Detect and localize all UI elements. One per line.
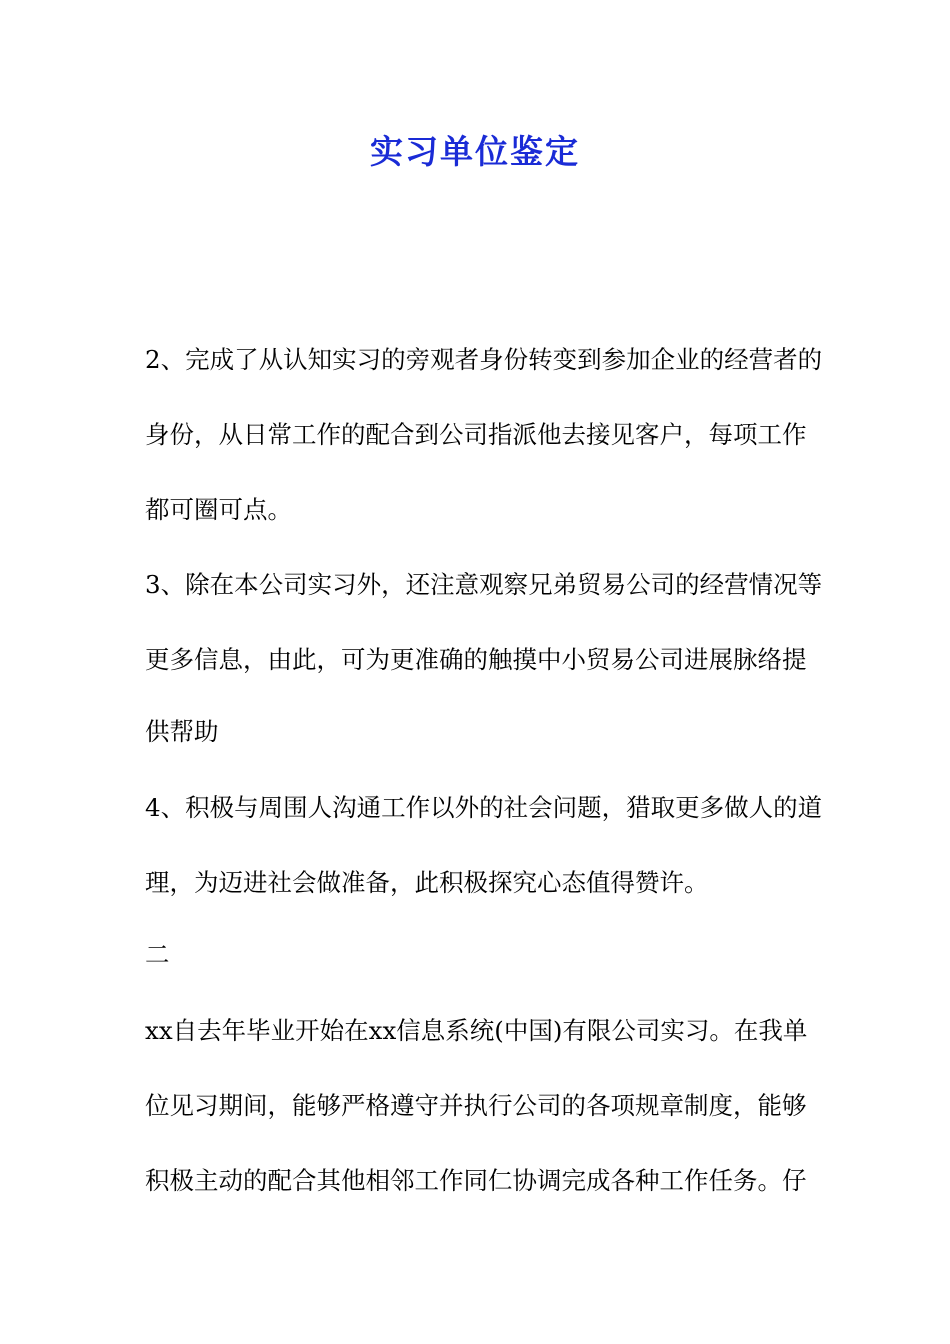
- body-line: 身份，从日常工作的配合到公司指派他去接见客户，每项工作: [145, 420, 807, 449]
- body-line: 供帮助: [145, 717, 219, 746]
- body-line: 位见习期间，能够严格遵守并执行公司的各项规章制度，能够: [145, 1091, 807, 1120]
- body-line: 理，为迈进社会做准备，此积极探究心态值得赞许。: [145, 868, 709, 897]
- body-line: 更多信息，由此，可为更准确的触摸中小贸易公司进展脉络提: [145, 645, 807, 674]
- body-line: 3、除在本公司实习外，还注意观察兄弟贸易公司的经营情况等: [145, 570, 823, 599]
- section-marker: 二: [145, 940, 170, 969]
- document-title: 实习单位鉴定: [370, 132, 580, 171]
- body-line: 2、完成了从认知实习的旁观者身份转变到参加企业的经营者的: [145, 345, 823, 374]
- body-line: 都可圈可点。: [145, 495, 292, 524]
- body-line: 积极主动的配合其他相邻工作同仁协调完成各种工作任务。仔: [145, 1166, 807, 1195]
- body-line: xx自去年毕业开始在xx信息系统(中国)有限公司实习。在我单: [145, 1016, 808, 1045]
- body-line: 4、积极与周围人沟通工作以外的社会问题，猎取更多做人的道: [145, 793, 823, 822]
